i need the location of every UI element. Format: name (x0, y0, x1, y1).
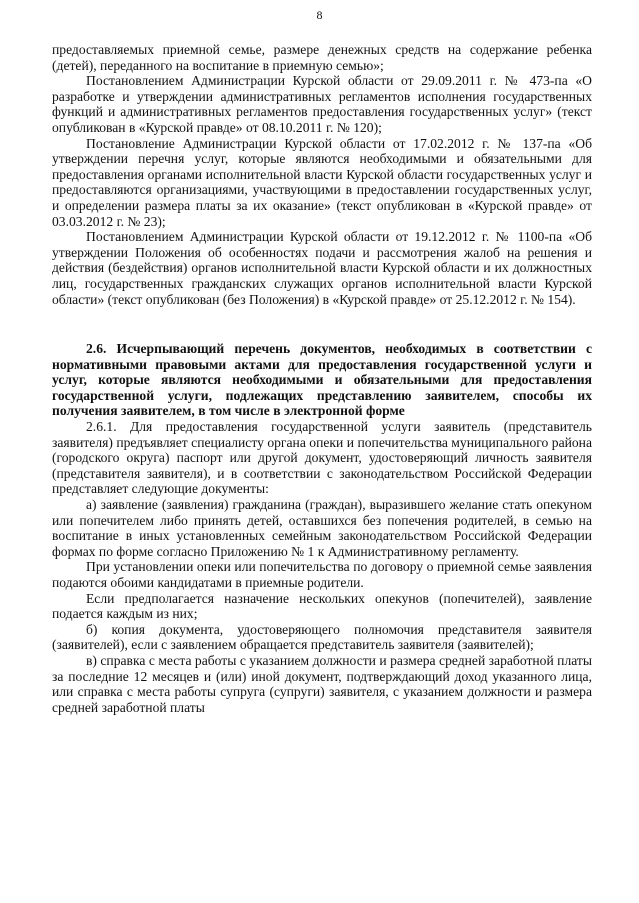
paragraph-resolution-473: Постановлением Администрации Курской области от 29.09.2011 г. № 473-па «О разработке и утверждении административных регламентов исполнения государственных функций и административных регламентов предоставления государственных услуг» (текст опубликован в «Курской правде» от 08.10.2011 г. № 120); (52, 73, 592, 135)
paragraph-resolution-137: Постановление Администрации Курской области от 17.02.2012 г. № 137-па «Об утверждении перечня услуг, которые являются необходимыми и обязательными для предоставления органами исполнительной власти Курской области государственных услуг и предоставляются организациями, участвующими в предоставлении государственных услуг, и определении размера платы за их оказание» (текст опубликован в «Курской правде» от 03.03.2012 г. № 23); (52, 135, 592, 229)
section-heading-2-6: 2.6. Исчерпывающий перечень документов, необходимых в соответствии с нормативными правовыми актами для предоставления государственной услуги и услуг, которые являются необходимыми и обязательными для предоставления государственной услуги, подлежащих представлению заявителем, способы их получения заявителем, в том числе в электронной форме (52, 341, 592, 419)
paragraph-resolution-1100: Постановлением Администрации Курской области от 19.12.2012 г. № 1100-па «Об утверждении Положения об особенностях подачи и рассмотрения жалоб на решения и действия (бездействия) органов исполнительной власти Курской области и их должностных лиц, государственных гражданских служащих органов исполнительной власти Курской области» (текст опубликован (без Положения) в «Курской правде» от 25.12.2012 г. № 154). (52, 229, 592, 307)
list-item-a: а) заявление (заявления) гражданина (граждан), выразившего желание стать опекуном или попечителем либо принять детей, оставшихся без попечения родителей, в семью на воспитание в иных установленных семейным законодательством Российской Федерации формах по форме согласно Приложению № 1 к Административному регламенту. (52, 497, 592, 559)
paragraph-continuation: предоставляемых приемной семье, размере денежных средств на содержание ребенка (детей), переданного на воспитание в приемную семью»; (52, 42, 592, 73)
page-number: 8 (316, 8, 323, 22)
list-item-b: б) копия документа, удостоверяющего полномочия представителя заявителя (заявителей), если с заявлением обращается представитель заявителя (заявителей); (52, 621, 592, 653)
document-body (52, 42, 592, 715)
paragraph-2-6-1: 2.6.1. Для предоставления государственной услуги заявитель (представитель заявителя) предъявляет специалисту органа опеки и попечительства муниципального района (городского округа) паспорт или другой документ, удостоверяющий личность заявителя (представителя заявителя), и в соответствии с законодательством Российской Федерации представляет следующие документы: (52, 419, 592, 497)
paragraph-foster-family: При установлении опеки или попечительства по договору о приемной семье заявления подаются обоими кандидатами в приемные родители. (52, 559, 592, 590)
paragraph-several-guardians: Если предполагается назначение нескольких опекунов (попечителей), заявление подается каждым из них; (52, 590, 592, 622)
list-item-v: в) справка с места работы с указанием должности и размера средней заработной платы за последние 12 месяцев и (или) иной документ, подтверждающий доход указанного лица, или справка с места работы супруга (супруги) заявителя, с указанием должности и размера средней заработной платы (52, 652, 592, 715)
